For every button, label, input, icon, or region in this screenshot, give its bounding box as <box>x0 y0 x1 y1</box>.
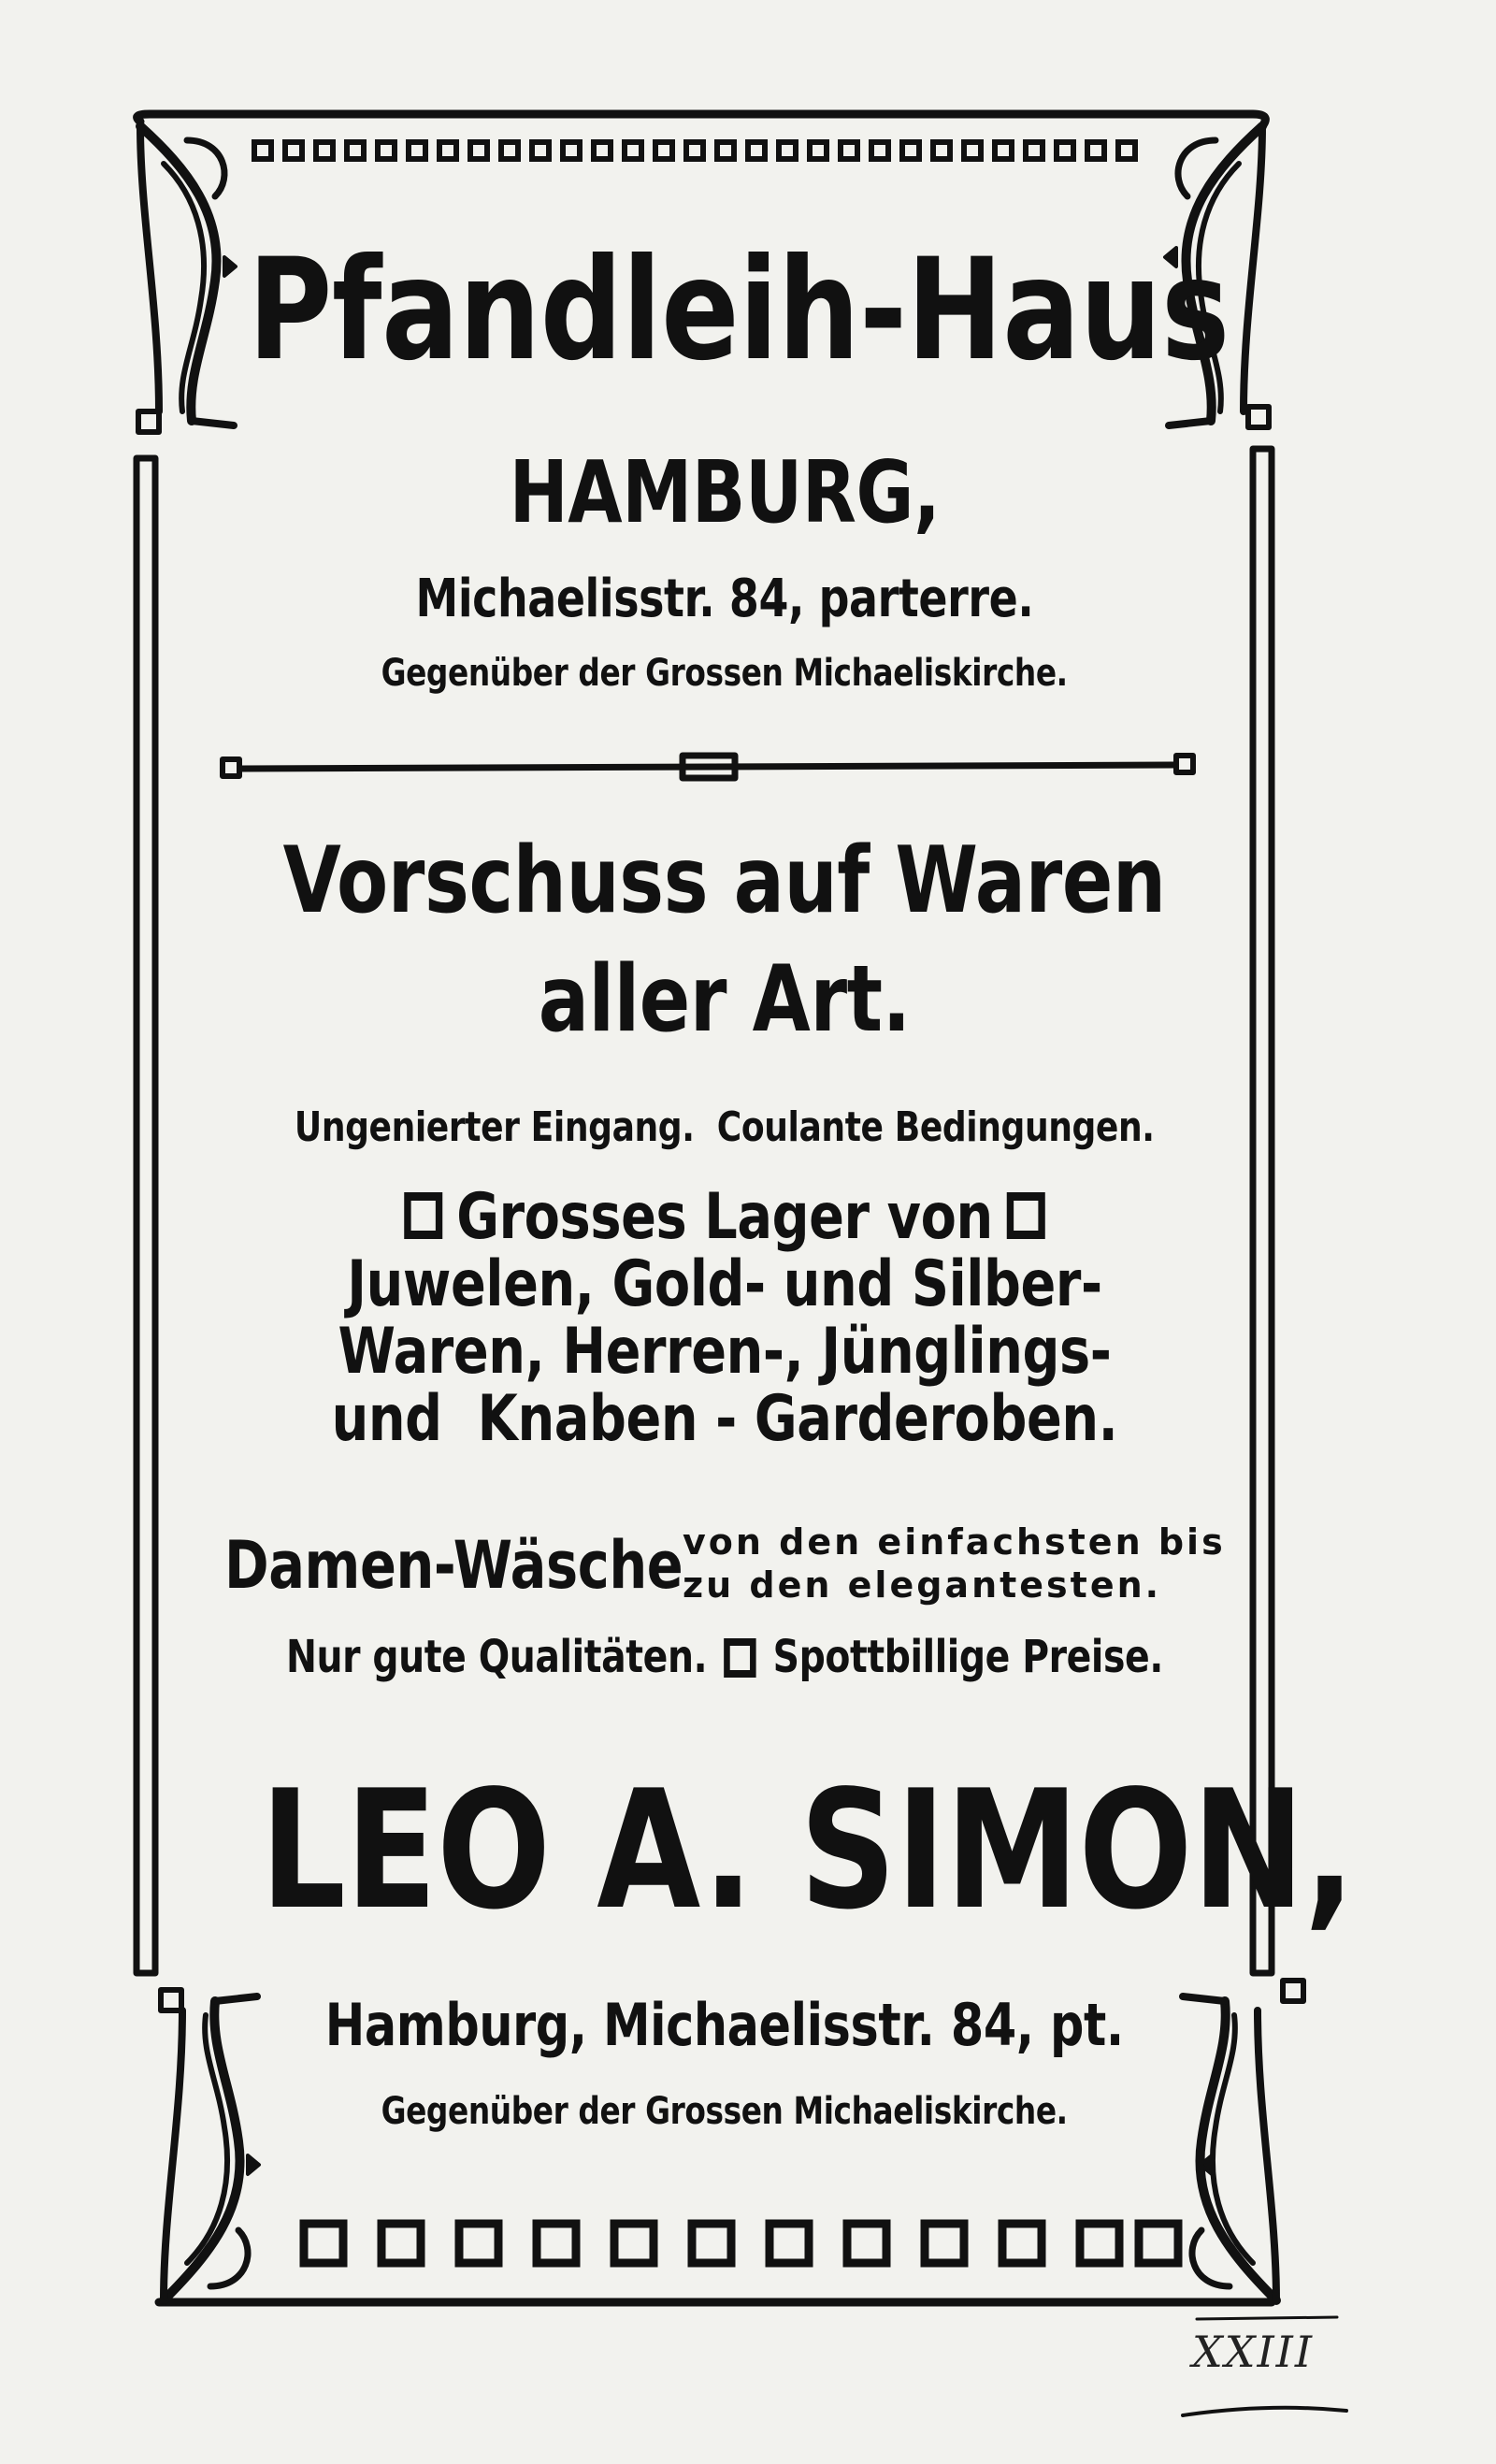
prices-text: Spottbillige Preise. <box>772 1631 1163 1683</box>
shop-title-text: Pfandleih-Haus <box>248 229 1230 392</box>
shop-location-note <box>140 649 1309 698</box>
headline-line-2-text: aller Art. <box>538 946 912 1053</box>
stock-line-3: Waren, Herren-, Jünglings- <box>338 1315 1112 1389</box>
owner-location-note-text: Gegenüber der Grossen Michaeliskirche. <box>381 2090 1069 2133</box>
square-bullet-icon <box>724 1638 755 1678</box>
stock-line-1 <box>246 1180 1204 1254</box>
stock-block <box>140 1180 1309 1456</box>
damen-waesche-label-text: Damen-Wäsche <box>224 1527 683 1604</box>
city-heading-text: HAMBURG, <box>509 442 941 542</box>
headline-line-2 <box>140 946 1309 1054</box>
stock-line-4: und Knaben - Garderoben. <box>331 1382 1118 1456</box>
quality-text: Nur gute Qualitäten. <box>286 1631 708 1683</box>
terms-line <box>140 1102 1309 1154</box>
shop-address <box>140 567 1309 632</box>
stock-line-2: Juwelen, Gold- und Silber- <box>347 1247 1102 1321</box>
shop-title <box>140 229 1309 393</box>
stock-line-1-text: Grosses Lager von <box>456 1180 993 1254</box>
damen-range-line-2: zu den elegantesten. <box>683 1564 1162 1606</box>
shop-location-note-text: Gegenüber der Grossen Michaeliskirche. <box>381 652 1069 695</box>
headline-line-1 <box>140 828 1309 935</box>
quality-price-line <box>140 1629 1309 1685</box>
owner-address-text: Hamburg, Michaelisstr. 84, pt. <box>324 1991 1125 2059</box>
owner-location-note <box>140 2087 1309 2136</box>
damen-waesche-block <box>224 1515 1272 1618</box>
owner-name <box>140 1756 1355 1946</box>
owner-name-text: LEO A. SIMON, <box>260 1756 1355 1946</box>
owner-address <box>140 1990 1309 2061</box>
headline-line-1-text: Vorschuss auf Waren <box>282 828 1167 934</box>
page-number: XXIII <box>1191 2327 1314 2377</box>
square-bullet-icon <box>1007 1192 1045 1239</box>
square-bullet-icon <box>404 1192 442 1239</box>
shop-address-text: Michaelisstr. 84, parterre. <box>415 569 1034 629</box>
damen-range-line-1: von den einfachsten bis <box>683 1521 1226 1563</box>
terms-line-text: Ungenierter Eingang. Coulante Bedingungen. <box>295 1103 1155 1151</box>
city-heading <box>140 441 1309 544</box>
damen-waesche-range <box>683 1520 1226 1607</box>
